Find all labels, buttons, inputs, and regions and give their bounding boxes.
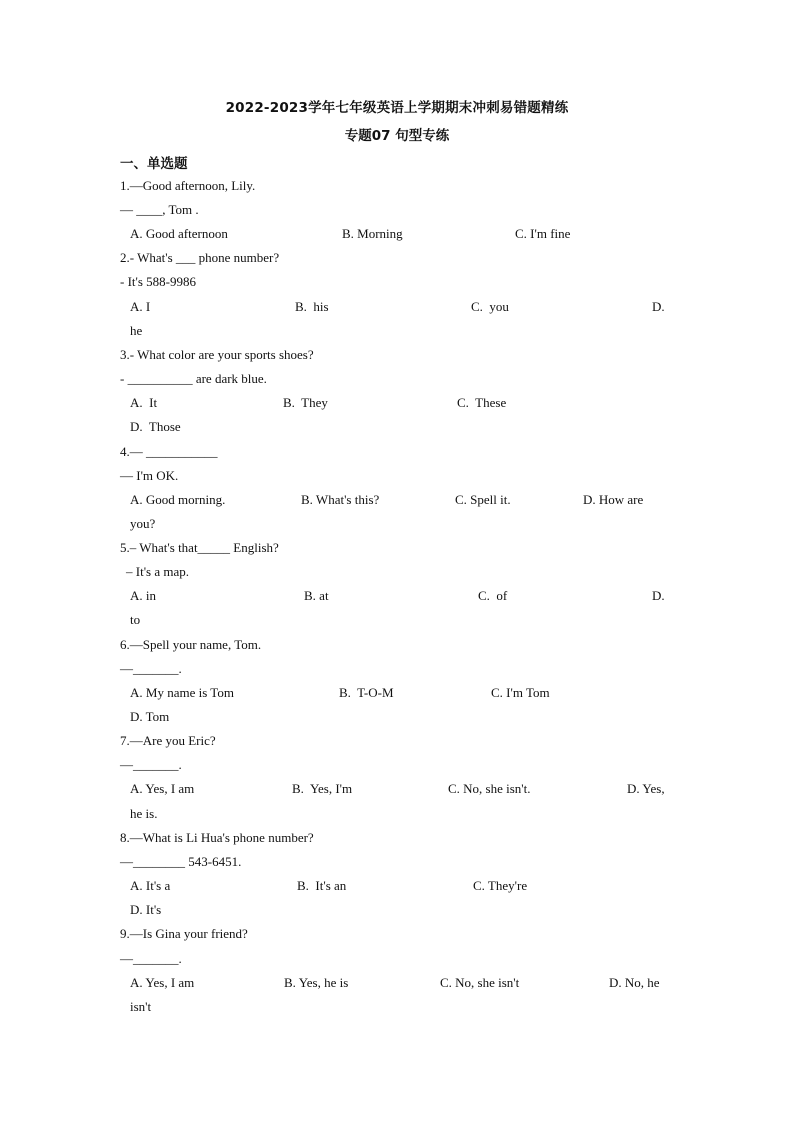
question-9-stem: 9.—Is Gina your friend?: [120, 926, 248, 941]
question-8-option-a[interactable]: A. It's a: [130, 878, 171, 893]
question-8-option-b[interactable]: B. It's an: [297, 878, 347, 893]
document-title: 2022-2023学年七年级英语上学期期末冲刺易错题精练: [225, 100, 569, 116]
question-2-option-c[interactable]: C. you: [471, 299, 509, 314]
question-6-option-d[interactable]: D. Tom: [130, 709, 170, 724]
question-3-stem: 3.- What color are your sports shoes?: [120, 347, 314, 362]
question-8-answer-line: —________ 543-6451.: [120, 854, 242, 869]
question-4-option-a[interactable]: A. Good morning.: [130, 492, 226, 507]
question-1-answer-line: — ____, Tom .: [120, 202, 199, 217]
question-5-option-b[interactable]: B. at: [304, 588, 329, 603]
question-3-option-d[interactable]: D. Those: [130, 419, 181, 434]
question-1-stem: 1.—Good afternoon, Lily.: [120, 178, 256, 193]
question-1-option-b[interactable]: B. Morning: [342, 226, 403, 241]
question-5-option-d[interactable]: D.: [652, 588, 665, 603]
question-2-option-d[interactable]: D.: [652, 299, 665, 314]
document-subtitle: 专题07 句型专练: [344, 128, 450, 144]
question-1-option-c[interactable]: C. I'm fine: [515, 226, 571, 241]
question-9-option-d[interactable]: D. No, he: [609, 975, 660, 990]
question-8-option-d[interactable]: D. It's: [130, 902, 162, 917]
question-3-answer-line: - __________ are dark blue.: [120, 371, 267, 386]
question-3-option-b[interactable]: B. They: [283, 395, 328, 410]
question-4-option-d-text: you?: [130, 516, 156, 531]
question-9-option-d-text: isn't: [130, 999, 152, 1014]
question-1-option-a[interactable]: A. Good afternoon: [130, 226, 228, 241]
question-5-option-a[interactable]: A. in: [130, 588, 156, 603]
question-7-option-d-text: he is.: [130, 806, 158, 821]
question-2-option-a[interactable]: A. I: [130, 299, 151, 314]
question-6-option-b[interactable]: B. T-O-M: [339, 685, 394, 700]
question-6-stem: 6.—Spell your name, Tom.: [120, 637, 262, 652]
question-8-option-c[interactable]: C. They're: [473, 878, 528, 893]
question-6-option-a[interactable]: A. My name is Tom: [130, 685, 234, 700]
question-3-option-c[interactable]: C. These: [457, 395, 507, 410]
question-9-option-a[interactable]: A. Yes, I am: [130, 975, 195, 990]
question-4-option-c[interactable]: C. Spell it.: [455, 492, 511, 507]
question-4-option-d[interactable]: D. How are: [583, 492, 644, 507]
question-5-stem: 5.– What's that_____ English?: [120, 540, 279, 555]
question-7-option-d[interactable]: D. Yes,: [627, 781, 665, 796]
question-2-option-b[interactable]: B. his: [295, 299, 329, 314]
question-5-option-d-text: to: [130, 612, 141, 627]
question-5-answer-line: – It's a map.: [126, 564, 189, 579]
question-7-option-c[interactable]: C. No, she isn't.: [448, 781, 531, 796]
question-4-answer-line: — I'm OK.: [120, 468, 179, 483]
question-8-stem: 8.—What is Li Hua's phone number?: [120, 830, 314, 845]
question-2-stem: 2.- What's ___ phone number?: [120, 250, 280, 265]
question-7-option-b[interactable]: B. Yes, I'm: [292, 781, 353, 796]
question-6-answer-line: —_______.: [120, 661, 182, 676]
question-2-answer-line: - It's 588-9986: [120, 274, 197, 289]
question-9-option-b[interactable]: B. Yes, he is: [284, 975, 349, 990]
question-4-option-b[interactable]: B. What's this?: [301, 492, 380, 507]
question-3-option-a[interactable]: A. It: [130, 395, 158, 410]
question-7-stem: 7.—Are you Eric?: [120, 733, 216, 748]
section-heading: 一、单选题: [120, 156, 188, 172]
question-9-option-c[interactable]: C. No, she isn't: [440, 975, 520, 990]
question-2-option-d-text: he: [130, 323, 143, 338]
question-6-option-c[interactable]: C. I'm Tom: [491, 685, 550, 700]
question-7-answer-line: —_______.: [120, 757, 182, 772]
question-5-option-c[interactable]: C. of: [478, 588, 508, 603]
question-4-stem: 4.— ___________: [120, 444, 218, 459]
question-9-answer-line: —_______.: [120, 951, 182, 966]
question-7-option-a[interactable]: A. Yes, I am: [130, 781, 195, 796]
